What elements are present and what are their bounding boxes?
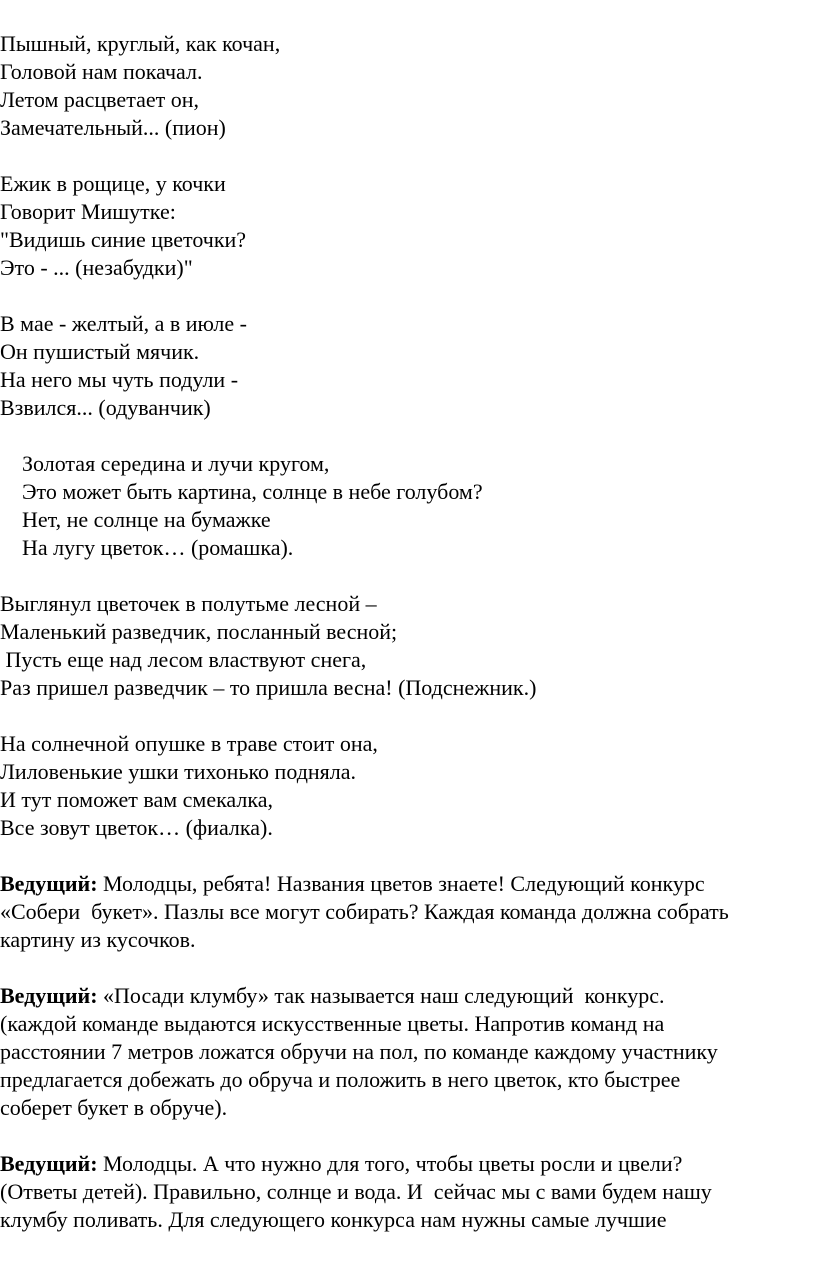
- paragraph-line: картину из кусочков.: [0, 927, 196, 952]
- riddle-chamomile: [0, 450, 816, 562]
- riddle-line: И тут поможет вам смекалка,: [0, 787, 273, 812]
- speaker-label: Ведущий:: [0, 1151, 98, 1176]
- paragraph-line: (Ответы детей). Правильно, солнце и вода. И сейчас мы с вами будем нашу: [0, 1179, 712, 1204]
- riddle-line: Взвился... (одуванчик): [0, 395, 211, 420]
- riddle-violet: [0, 730, 816, 842]
- paragraph-line: соберет букет в обруче).: [0, 1095, 228, 1120]
- riddle-line: Говорит Мишутке:: [0, 199, 176, 224]
- paragraph-line: предлагается добежать до обруча и положить в него цветок, кто быстрее: [0, 1067, 681, 1092]
- riddle-snowdrop: [0, 590, 816, 702]
- riddle-line: Маленький разведчик, посланный весной;: [0, 619, 398, 644]
- riddle-line: В мае - желтый, а в июле -: [0, 311, 248, 336]
- paragraph-line: расстоянии 7 метров ложатся обручи на пол, по команде каждому участнику: [0, 1039, 718, 1064]
- riddle-line: Выглянул цветочек в полутьме лесной –: [0, 591, 377, 616]
- riddle-line: Все зовут цветок… (фиалка).: [0, 815, 273, 840]
- speaker-label: Ведущий:: [0, 871, 98, 896]
- riddle-forget-me-not: [0, 170, 816, 282]
- host-paragraph-watering: [0, 1150, 816, 1234]
- riddle-line: Лиловенькие ушки тихонько подняла.: [0, 759, 357, 784]
- host-paragraph-flowerbed: [0, 982, 816, 1122]
- riddle-line: Это может быть картина, солнце в небе голубом?: [22, 479, 483, 504]
- riddle-line: Раз пришел разведчик – то пришла весна! (Подснежник.): [0, 675, 537, 700]
- riddle-line: Он пушистый мячик.: [0, 339, 200, 364]
- riddle-line: На него мы чуть подули -: [0, 367, 239, 392]
- riddle-line: Золотая середина и лучи кругом,: [22, 451, 330, 476]
- riddle-line: Пусть еще над лесом властвуют снега,: [0, 647, 367, 672]
- riddle-line: Головой нам покачал.: [0, 59, 203, 84]
- riddle-line: Пышный, круглый, как кочан,: [0, 31, 281, 56]
- document-page: [0, 30, 816, 1262]
- paragraph-line: [0, 982, 816, 1010]
- paragraph-line: [0, 1150, 816, 1178]
- riddle-dandelion: [0, 310, 816, 422]
- paragraph-line: «Собери букет». Пазлы все могут собирать? Каждая команда должна собрать: [0, 899, 729, 924]
- riddle-line: Это - ... (незабудки)": [0, 255, 193, 280]
- speaker-label: Ведущий:: [0, 983, 98, 1008]
- paragraph-text: Молодцы. А что нужно для того, чтобы цветы росли и цвели?: [97, 1151, 683, 1176]
- riddle-line: Ежик в рощице, у кочки: [0, 171, 226, 196]
- paragraph-line: (каждой команде выдаются искусственные цветы. Напротив команд на: [0, 1011, 665, 1036]
- riddle-line: Замечательный... (пион): [0, 115, 226, 140]
- paragraph-line: [0, 870, 816, 898]
- riddle-line: "Видишь синие цветочки?: [0, 227, 247, 252]
- riddle-line: На лугу цветок… (ромашка).: [22, 535, 294, 560]
- paragraph-line: клумбу поливать. Для следующего конкурса нам нужны самые лучшие: [0, 1207, 667, 1232]
- riddle-line: Летом расцветает он,: [0, 87, 199, 112]
- paragraph-text: Молодцы, ребята! Названия цветов знаете! Следующий конкурс: [97, 871, 705, 896]
- riddle-peony: [0, 30, 816, 142]
- riddle-line: Нет, не солнце на бумажке: [22, 507, 271, 532]
- paragraph-text: «Посади клумбу» так называется наш следующий конкурс.: [97, 983, 665, 1008]
- riddle-line: На солнечной опушке в траве стоит она,: [0, 731, 378, 756]
- host-paragraph-bouquet: [0, 870, 816, 954]
